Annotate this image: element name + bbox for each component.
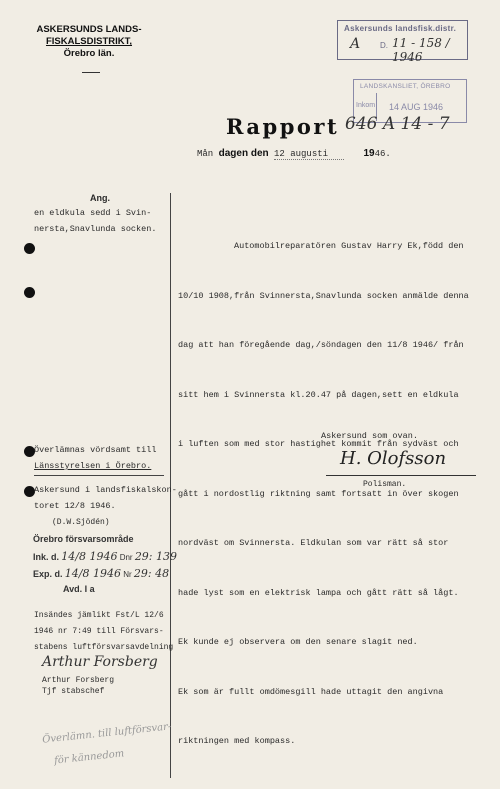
ink-dnr-label: Dnr [119,553,133,562]
exp-nr: 29: 48 [133,567,170,580]
sent-line-3: stabens luftförsvarsavdelning [34,643,174,652]
office-line-1: ASKERSUNDS LANDS- [36,24,142,35]
closing-line: Askersund som ovan. [321,431,418,441]
heading-divider [82,72,100,73]
subject-label: Ang. [90,193,110,203]
body-line: 10/10 1908,från Svinnersta,Snavlunda socken anmälde denna [178,290,469,301]
body-line: hade lyst som en elektrisk lampa och gått rätt så lågt. [178,587,459,598]
chief-title: Tjf stabschef [42,687,105,696]
year-suffix: 46. [374,149,391,159]
pencil-note-2: för kännedom [53,748,125,767]
pencil-note-1: Överlämn. till luftförsvar- [41,721,172,746]
received-stamp-title: LANDSKANSLIET, ÖREBRO [360,83,451,90]
received-stamp-date: 14 AUG 1946 [389,102,444,112]
office-line-2: FISKALSDISTRIKT, [45,36,133,47]
registry-number: 11 - 158 / 1946 [392,36,450,64]
forwarder-name: (D.W.Sjödén) [52,518,110,527]
exp-label: Exp. d. [33,569,63,579]
weekday-prefix: Mån [197,149,214,159]
document-title: Rapport [226,114,340,139]
ink-date: 14/8 1946 [61,550,118,563]
registry-letter: A [350,36,361,52]
place-line-2: toret 12/8 1946. [34,501,116,511]
body-line: Automobilreparatören Gustav Harry Ek,född den [234,241,464,251]
body-line: riktningen med kompass. [178,736,296,746]
punch-hole [24,243,35,254]
report-number: 646 A 14 - 7 [345,114,450,134]
body-line: Ek kunde ej observera om den senare slagit ned. [178,637,418,647]
subject-line-2: nersta,Snavlunda socken. [34,224,157,234]
signer-title: Polisman. [363,480,407,489]
registry-stamp [337,20,468,64]
ink-row [33,550,177,563]
year-prefix: 19 [363,148,375,159]
report-date: 12 augusti [274,149,344,160]
chief-name: Arthur Forsberg [42,676,115,685]
body-line: dag att han föregående dag,/söndagen den 11/8 1946/ från [178,340,464,350]
ink-label: Ink. d. [33,552,60,562]
place-line-1: Askersund i landsfiskalskon- [34,485,177,495]
report-body [178,205,493,766]
registry-stamp-title: Askersunds landsfisk.distr. [344,24,457,33]
registry-d-label: D. [380,41,388,50]
exp-nr-label: Nr [123,570,132,579]
body-line: nordväst om Svinnersta. Eldkulan som var rätt så stor [178,538,449,548]
office-heading [30,24,148,60]
body-line: gått i nordostlig riktning samt fortsatt in över skogen [178,488,459,499]
punch-hole [24,287,35,298]
body-line: Ek som är fullt omdömesgill hade uttagit den angivna [178,686,444,697]
officer-signature: H. Olofsson [340,448,447,469]
avd-row: Avd. I a [63,584,95,594]
sent-line-1: Insändes jämlikt Fst/L 12/6 [34,611,164,620]
exp-row [33,567,169,580]
defense-stamp-heading: Örebro försvarsområde [33,534,134,544]
date-label: dagen den [218,148,269,159]
date-line [197,148,391,160]
forward-divider [34,475,164,476]
signature-rule [326,475,476,476]
exp-date: 14/8 1946 [64,567,121,580]
forward-line-1: Överlämnas vördsamt till [34,445,157,455]
received-stamp-label: Inkom [356,102,376,109]
body-line: sitt hem i Svinnersta kl.20.47 på dagen,sett en eldkula [178,389,459,400]
subject-line-1: en eldkula sedd i Svin- [34,208,152,218]
body-line: i luften som med stor hastighet kommit från sydväst och [178,439,459,449]
office-line-3: Örebro län. [63,48,115,59]
chief-signature: Arthur Forsberg [42,654,158,670]
sent-line-2: 1946 nr 7:49 till Försvars- [34,627,164,636]
forward-line-2: Länsstyrelsen i Örebro. [34,461,152,471]
ink-dnr: 29: 139 [134,550,178,563]
